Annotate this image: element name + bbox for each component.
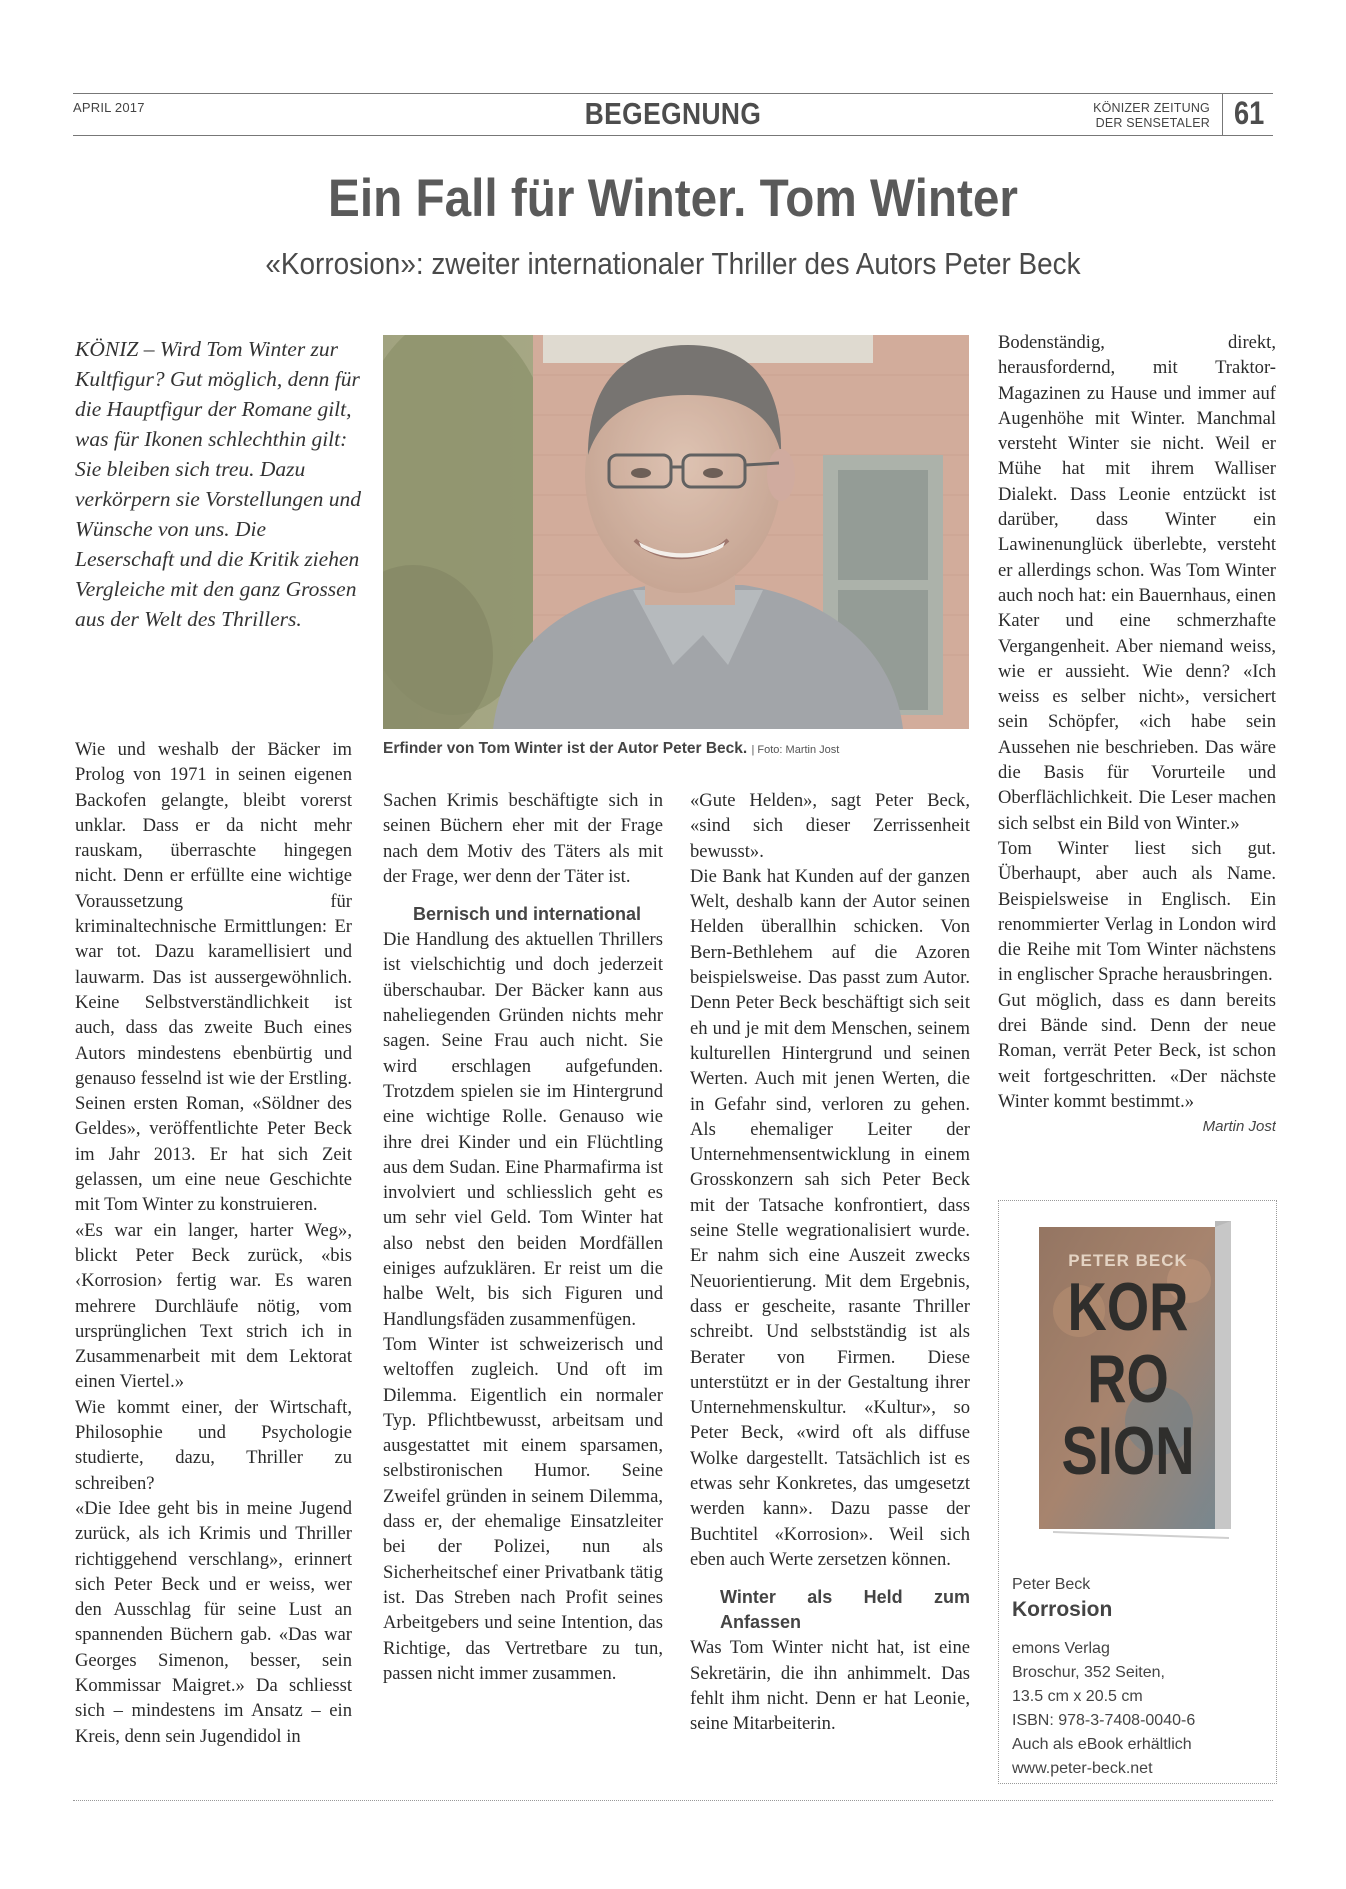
article-subtitle: «Korrosion»: zweiter internationaler Thriller des Autors Peter Beck [265,246,1081,281]
book-author: Peter Beck [1012,1576,1091,1593]
paper-name-line2: DER SENSETALER [1095,116,1210,130]
book-cover-title [1060,1271,1196,1487]
paper-name [1000,101,1210,131]
column-3 [690,788,970,1736]
book-details [1012,1573,1270,1781]
book-cover [1039,1221,1235,1539]
page-number: 61 [1234,95,1265,131]
paragraph: «Es war ein langer, harter Weg», blickt Peter Beck zurück, «bis ‹Korrosion› fertig war. Es waren mehrere Durchläufe nötig, vom ursprünglichen Text strich ich in Zusammenarbeit mit dem Lektorat einen Viertel.» [75,1219,352,1393]
book-cover-title-line: RO [1087,1341,1169,1417]
article-lead: KÖNIZ – Wird Tom Winter zur Kultfigur? Gut möglich, denn für die Hauptfigur der Romane gilt, was für Ikonen schlechthin gilt: Sie bleiben sich treu. Dazu verkörpern sie Vorstellungen und Wünsche von uns. Die Leserschaft und die Kritik ziehen Vergleiche mit den ganz Grossen aus der Welt des Thrillers. [75,337,362,631]
book-title: Korrosion [1012,1598,1113,1621]
paragraph: Die Handlung des aktuellen Thrillers ist vielschichtig und doch jederzeit überschaubar. Der Bäcker kann aus naheliegenden Gründen nichts mehr sagen. Seine Frau auch nicht. Sie wird erschlagen aufgefunden. Trotzdem spielen sie im Hintergrund eine wichtige Rolle. Genauso wie ihre drei Kinder und ein Flüchtling aus dem Sudan. Eine Pharmafirma ist involviert und schliesslich geht es um sehr viel Geld. Tom Winter hat also nebst den beiden Mordfällen einiges aufzuklären. Er reist um die halbe Welt, bis sich Figuren und Handlungsfäden zusammenfügen. [383,929,663,1330]
footer-rule [73,1800,1273,1801]
paragraph: «Die Idee geht bis in meine Jugend zurück, als ich Krimis und Thriller richtiggehend verschlang», erinnert sich Peter Beck und er weiss, wer den Ausschlag für seine Lust an spannenden Büchern gab. «Das war Georges Simenon, besser, sein Kommissar Maigret.» Da schliesst sich – mindestens im Ansatz – ein Kreis, denn sein Jugendidol in [75,1497,352,1747]
photo-caption [383,740,983,758]
author-photo [383,335,969,729]
book-format: Broschur, 352 Seiten, [1012,1664,1165,1681]
book-publisher: emons Verlag [1012,1640,1110,1657]
paragraph: Wie und weshalb der Bäcker im Prolog von 1971 in seinen eigenen Backofen gelangte, bleibt vorerst unklar. Dass er da nicht mehr rauskam, überraschte hingegen nicht. Denn er erfüllte eine wichtige Voraussetzung für kriminaltechnische Ermittlungen: Er war tot. Dazu karamellisiert und lauwarm. Das ist aussergewöhnlich. Keine Selbstverständlichkeit ist auch, dass das zweite Buch eines Autors mindestens ebenbürtig und genauso fesselnd ist wie der Erstling. Seinen ersten Roman, «Söldner des Geldes», veröffentlichte Peter Beck im Jahr 2013. Er hat sich Zeit gelassen, um eine neue Geschichte mit Tom Winter zu konstruieren. [75,739,352,1216]
book-cover-title-line: SION [1061,1413,1195,1489]
header-top-rule [73,93,1273,94]
paragraph: Gut möglich, dass es dann bereits drei Bände sind. Denn der neue Roman, verrät Peter Beck, ist schon weit fortgeschritten. «Der nächste Winter kommt bestimmt.» [998,989,1276,1112]
header-bottom-rule [73,135,1273,136]
paragraph: Bodenständig, direkt, herausfordernd, mit Traktor-Magazinen zu Hause und immer auf Augenhöhe mit Winter. Manchmal versteht Winter sie nicht. Weil er Mühe hat mit ihrem Walliser Dialekt. Dass Leonie entzückt ist darüber, dass Winter ein Lawinenunglück überlebte, versteht er allerdings schon. Was Tom Winter auch noch hat: ein Bauernhaus, einen Kater und eine schmerzhafte Vergangenheit. Aber niemand weiss, wie er aussieht. Wie denn? «Ich weiss es selber nicht», versichert sein Schöpfer, «ich habe sein Aussehen nie beschrieben. Das wäre die Basis für Vorurteile und Oberflächlichkeit. Die Leser machen sich selbst ein Bild von Winter.» [998,332,1276,834]
subheading: Winter als Held zum Anfassen [720,1587,970,1633]
section-title: BEGEGNUNG [584,96,762,131]
photo-credit: | Foto: Martin Jost [751,744,840,756]
book-ebook: Auch als eBook erhältlich [1012,1736,1192,1753]
paragraph: Tom Winter ist schweizerisch und weltoffen zugleich. Und oft im Dilemma. Eigentlich ein normaler Typ. Pflichtbewusst, arbeitsam und ausgestattet mit einem sparsamen, selbstironischen Humor. Seine Zweifel gründen in seinem Dilemma, dass er, der ehemalige Einsatzleiter bei der Polizei, nun als Sicherheitschef einer Privatbank tätig ist. Das Streben nach Profit seines Arbeitgebers und seine Intention, das Richtige, das Vertretbare zu tun, passen nicht immer zusammen. [383,1333,663,1684]
photo-caption-text: Erfinder von Tom Winter ist der Autor Peter Beck. [383,740,748,757]
author-portrait-image [383,335,969,729]
paragraph: Sachen Krimis beschäftigte sich in seinen Büchern eher mit der Frage nach dem Motiv des Täters als mit der Frage, wer denn der Täter ist. [383,790,663,887]
header-divider [1222,93,1223,135]
issue-date: APRIL 2017 [73,100,145,115]
paragraph: Was Tom Winter nicht hat, ist eine Sekretärin, die ihn anhimmelt. Das fehlt ihm nicht. Denn er hat Leonie, seine Mitarbeiterin. [690,1637,970,1735]
article-title: Ein Fall für Winter. Tom Winter [328,169,1018,228]
book-info-box [998,1200,1277,1784]
paragraph: Tom Winter liest sich gut. Überhaupt, aber auch als Name. Beispielsweise in Englisch. Ein renommierter Verlag in London wird die Reihe mit Tom Winter nächstens in englischer Sprache herausbringen. [998,837,1276,986]
author-byline: Martin Jost [1202,1118,1276,1136]
book-cover-title-line: KOR [1067,1269,1189,1345]
paragraph: Wie kommt einer, der Wirtschaft, Philosophie und Psychologie studierte, dazu, Thriller zu schreiben? [75,1396,352,1494]
paper-name-line1: KÖNIZER ZEITUNG [1093,101,1210,115]
paragraph: Die Bank hat Kunden auf der ganzen Welt, deshalb kann der Autor seinen Helden überallhin schicken. Von Bern-Bethlehem auf die Azoren beispielsweise. Das passt zum Autor. Denn Peter Beck beschäftigt sich seit eh und je mit dem Menschen, seinem kulturellen Hintergrund und seinen Werten. Auch mit jenen Werten, die in Gefahr sind, verloren zu gehen. Als ehemaliger Leiter der Unternehmensentwicklung in einem Grosskonzern sah sich Peter Beck mit der Tatsache konfrontiert, dass seine Stelle wegrationalisiert wurde. Er nahm sich eine Auszeit zwecks Neuorientierung. Mit dem Ergebnis, dass er gescheite, rasante Thriller schreibt. Und selbstständig ist als Berater von Firmen. Diese unterstützt er in der Gestaltung ihrer Unternehmenskultur. «Kultur», so Peter Beck, «wird oft als diffuse Wolke dargestellt. Tatsächlich ist es etwas sehr Konkretes, das umgesetzt werden kann». Dazu passe der Buchtitel «Korrosion». Weil sich eben auch Werte zersetzen können. [690,865,970,1570]
book-size: 13.5 cm x 20.5 cm [1012,1688,1143,1705]
paragraph: «Gute Helden», sagt Peter Beck, «sind sich dieser Zerrissenheit bewusst». [690,790,970,862]
column-4 [998,330,1276,1140]
subheading: Bernisch und international [413,904,642,925]
column-2 [383,788,663,1686]
book-cover-author: PETER BECK [1068,1251,1188,1270]
book-isbn: ISBN: 978-3-7408-0040-6 [1012,1712,1196,1729]
column-1 [75,737,352,1749]
book-url[interactable]: www.peter-beck.net [1012,1760,1153,1777]
